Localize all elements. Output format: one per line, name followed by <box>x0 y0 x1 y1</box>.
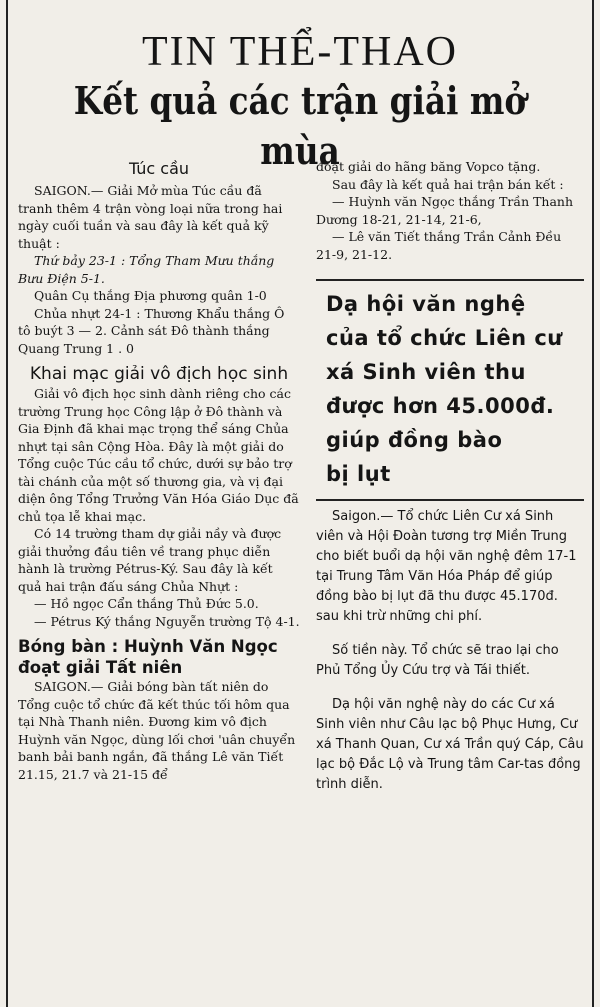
left-column <box>18 158 300 783</box>
bong-ban-semifinal-intro: Sau đây là kết quả hai trận bán kết : <box>332 176 564 192</box>
right-border-rule <box>592 0 594 1007</box>
khai-mac-para-2: Có 14 trường tham dự giải nầy và được giải thưởng đầu tiên về trang phục diễn hành là trường Pétrus-Ký. Sau đây là kết quả hai trận đấu sáng Chủa Nhựt : <box>18 526 282 594</box>
feature-heading-line: giúp đồng bào <box>326 428 503 452</box>
feature-body <box>316 507 584 795</box>
article-divider <box>316 279 584 281</box>
feature-para-3: Dạ hội văn nghệ này do các Cư xá Sinh viên như Câu lạc bộ Phục Hưng, Cư xá Thanh Quan, Cư xá Trần quý Cáp, Câu lạc bộ Đắc Lộ và Trung tâm Car-tas đồng trình diễn. <box>316 697 584 792</box>
tuc-cau-heading: Túc cầu <box>128 159 190 178</box>
khai-mac-heading: Khai mạc giải vô địch học sinh <box>29 364 289 384</box>
tuc-cau-result-sunday: Chủa nhựt 24-1 : Thương Khẩu thắng Ô tô buýt 3 — 2. Cảnh sát Đô thành thắng Quang Trung 1 . 0 <box>18 305 285 356</box>
right-column <box>316 158 584 795</box>
feature-heading-line: của tổ chức Liên cư <box>326 326 563 350</box>
tuc-cau-intro: SAIGON.— Giải Mở mùa Túc cầu đã tranh thêm 4 trận vòng loại nữa trong hai ngày cuối tuần và sau đây là kết quả kỹ thuật : <box>18 183 283 251</box>
left-border-rule <box>6 0 8 1007</box>
feature-heading-line: được hơn 45.000đ. <box>326 394 555 418</box>
feature-para-2: Số tiền này. Tổ chức sẽ trao lại cho Phủ Tổng Ủy Cứu trợ và Tái thiết. <box>316 643 559 678</box>
tuc-cau-result-saturday: Thứ bảy 23-1 : Tổng Tham Mưu thắng Bưu Điện 5-1. <box>18 253 275 286</box>
bong-ban-semifinal-2: — Lê văn Tiết thắng Trần Cảnh Đều 21-9, 21-12. <box>316 229 562 262</box>
tuc-cau-result-quan-cu: Quân Cụ thắng Địa phương quân 1-0 <box>34 288 267 303</box>
page-headline: Kết quả các trận giải mở mùa <box>73 78 527 173</box>
khai-mac-para-1: Giải vô địch học sinh dành riêng cho các trường Trung học Công lập ở Đô thành và Gia Định đã khai mạc trọng thể sáng Chủa nhựt tại sân Cộng Hòa. Đây là một giải do Tổng cuộc Túc cầu tổ chức, dưới sự bảo trợ tài chánh của một số thương gia, và vị đại diện ông Tổng Trưởng Văn Hóa Giáo Dục đã chủ tọa lễ khai mạc. <box>18 386 299 524</box>
feature-heading <box>316 287 584 491</box>
bong-ban-para: SAIGON.— Giải bóng bàn tất niên do Tổng cuộc tổ chức đã kết thúc tối hôm qua tại Nhà Thanh niên. Đương kim vô địch Huỳnh văn Ngọc, dùng lối chơi 'uân chuyển banh bải banh ngắn, đã thắng Lê văn Tiết 21.15, 21.7 và 21-15 để <box>18 679 296 782</box>
feature-para-1: Saigon.— Tổ chức Liên Cư xá Sinh viên và Hội Đoàn tương trợ Miền Trung cho biết buổi dạ hội văn nghệ đêm 17-1 tại Trung Tâm Văn Hóa Pháp để giúp đồng bào bị lụt đã thu được 45.170đ. sau khi trừ những chi phí. <box>316 509 577 624</box>
feature-heading-line: bị lụt <box>326 462 391 486</box>
khai-mac-result-2: — Pétrus Ký thắng Nguyễn trường Tộ 4-1. <box>34 613 300 629</box>
feature-heading-line: Dạ hội văn nghệ <box>326 292 526 316</box>
bong-ban-semifinal-1: — Huỳnh văn Ngọc thắng Trần Thanh Dương 18-21, 21-14, 21-6, <box>316 194 574 227</box>
feature-divider <box>316 499 584 501</box>
khai-mac-result-1: — Hồ ngọc Cẩn thắng Thủ Đức 5.0. <box>34 596 259 611</box>
bong-ban-continuation: đoạt giải do hãng băng Vopco tặng. <box>316 159 541 174</box>
feature-heading-line: xá Sinh viên thu <box>326 360 526 384</box>
section-masthead: TIN THỂ-THAO <box>142 29 458 75</box>
bong-ban-heading: Bóng bàn : Huỳnh Văn Ngọc đoạt giải Tất niên <box>18 637 278 677</box>
